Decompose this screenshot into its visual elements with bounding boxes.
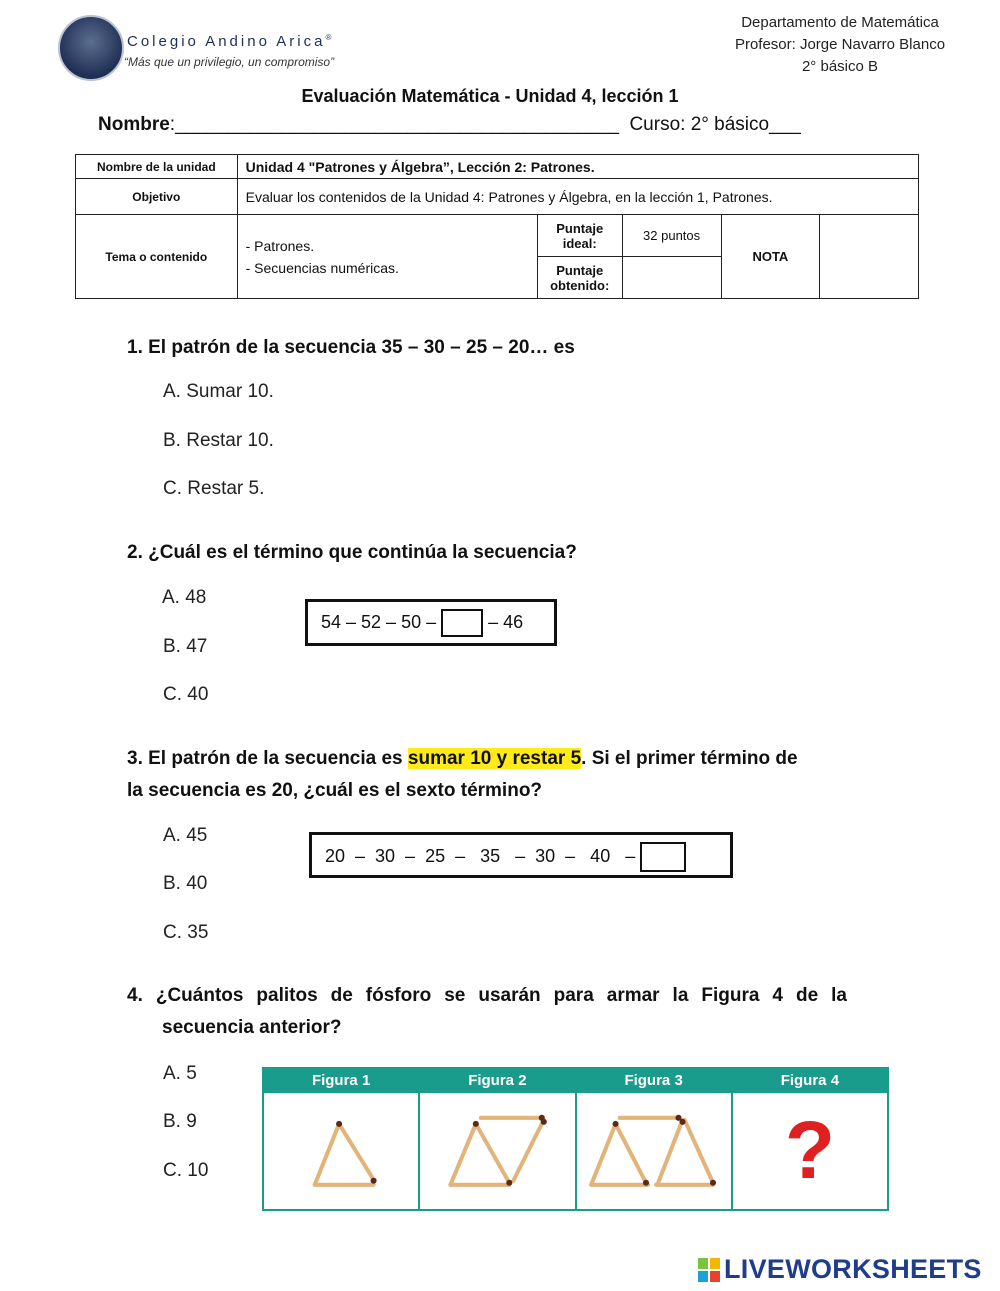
match-stick [658,1120,682,1183]
match-stick [315,1124,339,1185]
ideal-score-value: 32 puntos [622,215,721,257]
q3-seq: 20 – 30 – 25 – 35 – 30 – 40 – [325,845,636,866]
figure-3-matches [577,1093,731,1216]
unit-value: Unidad 4 "Patrones y Álgebra”, Lección 2: Patrones. [237,155,918,179]
name-label: Nombre [98,114,170,135]
q4-option-b[interactable]: B. 9 [163,1111,197,1132]
grade-label: NOTA [721,215,820,299]
unit-label: Nombre de la unidad [76,155,238,179]
topic-item: - Patrones. [245,237,315,254]
evaluation-info-table [75,154,919,299]
q2-sequence-box [305,599,557,646]
topic-label: Tema o contenido [76,215,238,299]
grade-value-cell[interactable] [820,215,919,299]
school-name: Colegio Andino Arica® [127,33,332,50]
match-head [473,1121,479,1127]
q2-option-a[interactable]: A. 48 [162,587,207,608]
match-stick [684,1120,712,1183]
q3-sequence-box [309,832,733,878]
page-title: Evaluación Matemática - Unidad 4, lección 1 [301,86,679,106]
department: Departamento de Matemática [741,14,939,31]
question-4-line2: secuencia anterior? [162,1017,342,1038]
match-head [642,1180,648,1186]
obtained-score-label: Puntaje obtenido: [537,257,622,299]
q3-text-start: 3. El patrón de la secuencia es [127,748,408,769]
match-stick [476,1124,509,1183]
figure-4 [733,1069,887,1209]
match-head [709,1180,715,1186]
liveworksheets-brand[interactable]: LIVEWORKSHEETS [724,1254,982,1284]
figure-2 [420,1069,576,1209]
registered-mark: ® [325,33,332,42]
match-head [612,1121,618,1127]
question-4: 4. ¿Cuántos palitos de fósforo se usarán para armar la Figura 4 de la [127,985,847,1006]
name-blank[interactable]: :__________________________________________ [169,114,619,135]
match-head [336,1121,342,1127]
q2-answer-blank[interactable] [441,609,483,637]
department-info [700,12,980,78]
match-stick [615,1124,645,1183]
figure-3-header: Figura 3 [577,1069,731,1093]
figure-2-header: Figura 2 [420,1069,574,1093]
q3-option-c[interactable]: C. 35 [163,922,209,943]
figure-1 [264,1069,420,1209]
q1-option-a[interactable]: A. Sumar 10. [163,381,274,402]
q2-seq-after: – 46 [488,611,524,632]
figure-2-matches [420,1093,574,1216]
objective-value: Evaluar los contenidos de la Unidad 4: Patrones y Álgebra, en la lección 1, Patrones. [237,179,918,215]
figure-1-header: Figura 1 [264,1069,418,1093]
q2-option-c[interactable]: C. 40 [163,684,209,705]
q4-option-c[interactable]: C. 10 [163,1160,209,1181]
match-stick [451,1124,476,1185]
figure-3 [577,1069,733,1209]
matchstick-figures [262,1067,889,1211]
objective-label: Objetivo [76,179,238,215]
question-3 [127,748,798,770]
match-stick [514,1120,544,1181]
course-label: Curso: 2° básico___ [629,114,801,135]
ideal-score-label: Puntaje ideal: [537,215,622,257]
school-motto: “Más que un privilegio, un compromiso” [124,55,335,69]
liveworksheets-logo-icon [698,1258,720,1282]
q3-answer-blank[interactable] [640,842,686,872]
match-head [507,1180,513,1186]
q2-seq-before: 54 – 52 – 50 – [321,611,437,632]
q1-option-b[interactable]: B. Restar 10. [163,430,274,451]
match-head [541,1119,547,1125]
question-mark-icon: ? [784,1105,835,1196]
q4-option-a[interactable]: A. 5 [163,1063,197,1084]
q3-option-a[interactable]: A. 45 [163,825,208,846]
q3-option-b[interactable]: B. 40 [163,873,208,894]
obtained-score-cell[interactable] [622,257,721,299]
q3-highlight: sumar 10 y restar 5 [407,748,582,769]
q3-text-end: . Si el primer término de [581,748,798,769]
student-name-line [98,114,801,136]
figure-1-matches [264,1093,418,1216]
match-stick [591,1124,615,1185]
topic-item: - Secuencias numéricas. [245,259,399,276]
match-head [371,1178,377,1184]
grade-section: 2° básico B [801,58,879,75]
figure-4-header: Figura 4 [733,1069,887,1093]
q1-option-c[interactable]: C. Restar 5. [163,478,265,499]
question-2: 2. ¿Cuál es el término que continúa la secuencia? [127,542,577,563]
match-stick [339,1124,374,1180]
q2-option-b[interactable]: B. 47 [163,636,208,657]
topic-list [237,215,537,299]
match-head [679,1119,685,1125]
question-3-line2: la secuencia es 20, ¿cuál es el sexto término? [127,780,543,801]
teacher: Profesor: Jorge Navarro Blanco [734,36,946,53]
school-logo [58,15,124,81]
question-1: 1. El patrón de la secuencia 35 – 30 – 25 – 20… es [127,337,575,358]
